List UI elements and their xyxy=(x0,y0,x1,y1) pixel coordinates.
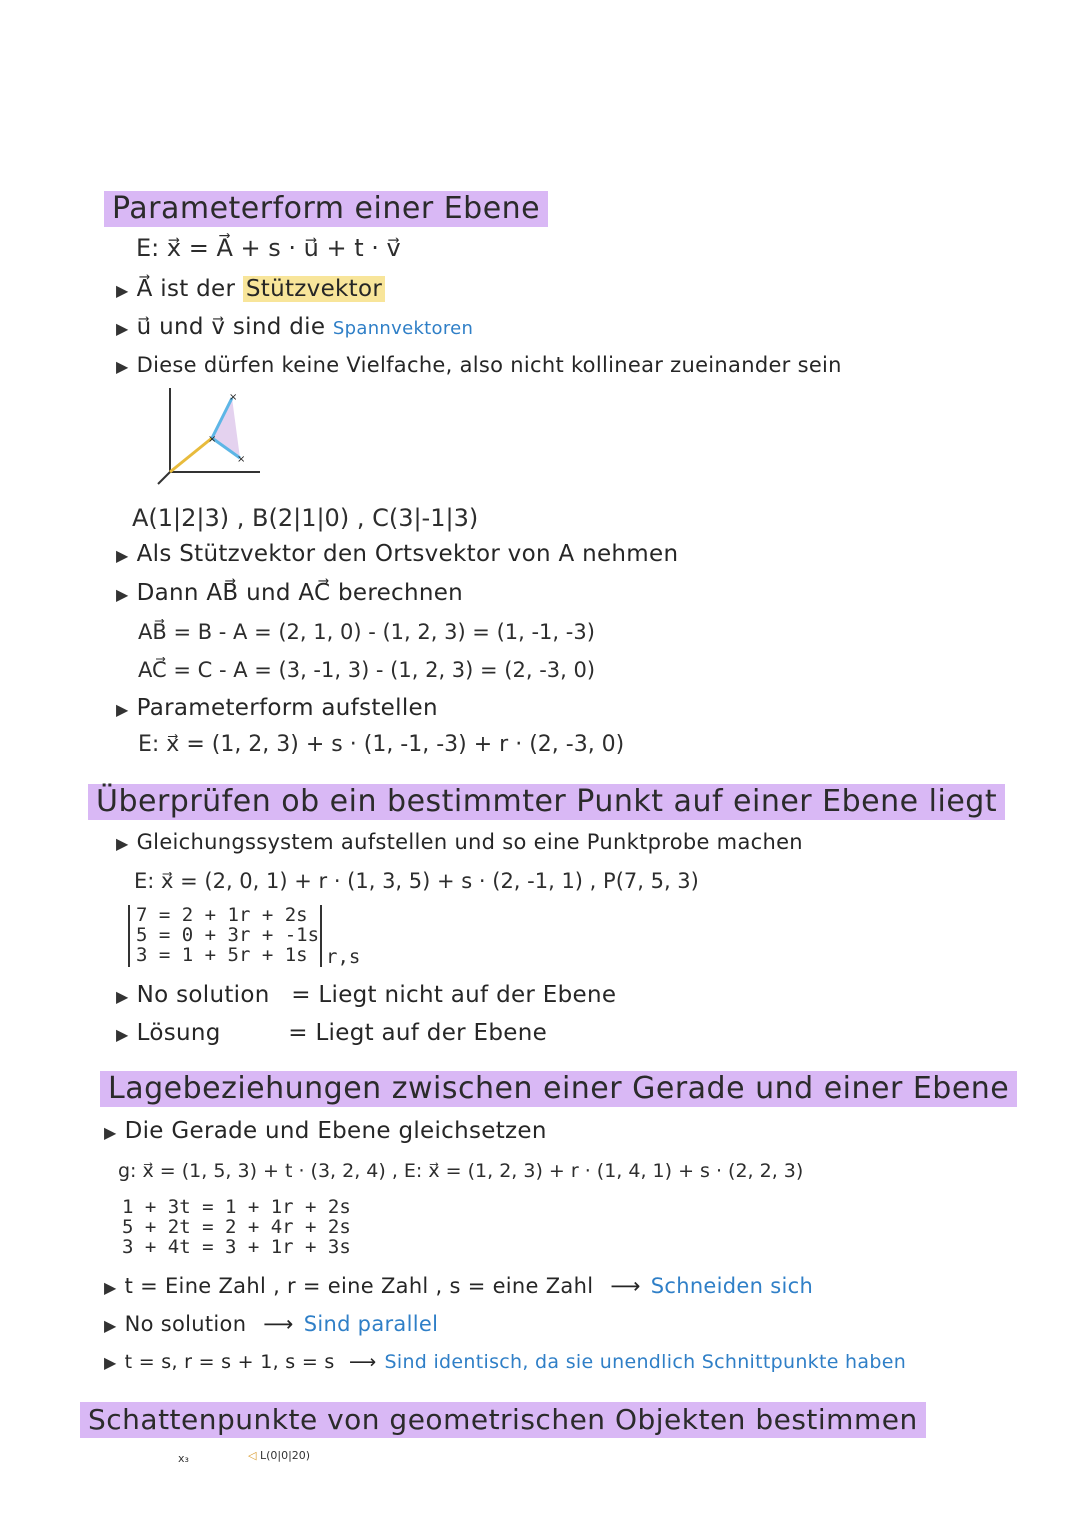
bullet-icon: ▶ xyxy=(104,1316,117,1335)
arrow-icon: ⟶ xyxy=(348,1351,377,1373)
bullet-icon: ▶ xyxy=(116,834,129,853)
ab-vector-calc: AB⃗ = B - A = (2, 1, 0) - (1, 2, 3) = (1, -1, -3) xyxy=(138,620,595,644)
equation-row: 3 = 1 + 5r + 1s xyxy=(136,944,308,966)
parameterform-result: E: x⃗ = (1, 2, 3) + s · (1, -1, -3) + r · (2, -3, 0) xyxy=(138,732,625,757)
bullet-text: u⃗ und v⃗ sind die xyxy=(136,314,326,340)
bullet-spannvektoren xyxy=(116,312,473,344)
bullet-result: Sind identisch, da sie unendlich Schnittpunkte haben xyxy=(384,1351,907,1373)
arrow-icon: ⟶ xyxy=(263,1312,294,1336)
bullet-icon: ▶ xyxy=(116,546,129,565)
stuetzvektor-highlight: Stützvektor xyxy=(243,276,385,302)
bullet-result: Sind parallel xyxy=(303,1312,439,1336)
equation-row: 3 + 4t = 3 + 1r + 3s xyxy=(122,1236,351,1258)
bullet-text: No solution xyxy=(124,1312,247,1336)
bullet-text: Dann AB⃗ und AC⃗ berechnen xyxy=(136,580,464,606)
bullet-icon: ▶ xyxy=(116,281,129,300)
system-variables: r,s xyxy=(326,946,361,968)
parameterform-formula: E: x⃗ = A⃗ + s · u⃗ + t · v⃗ xyxy=(136,234,401,262)
ac-vector-calc: AC⃗ = C - A = (3, -1, 3) - (1, 2, 3) = (2, -3, 0) xyxy=(138,658,596,682)
heading-schattenpunkte: Schattenpunkte von geometrischen Objekten bestimmen xyxy=(80,1402,926,1438)
heading-parameterform: Parameterform einer Ebene xyxy=(104,191,548,227)
gerade-ebene-formula: g: x⃗ = (1, 5, 3) + t · (3, 2, 4) , E: x⃗ = (1, 2, 3) + r · (1, 4, 1) + s · (2, 2, 3) xyxy=(118,1160,804,1182)
spannvektoren-blue: Spannvektoren xyxy=(332,318,474,339)
equation-row: 5 = 0 + 3r + -1s xyxy=(136,924,320,946)
bullet-icon: ▶ xyxy=(116,585,129,604)
bullet-loesung xyxy=(116,1018,547,1050)
heading-punktprobe: Überprüfen ob ein bestimmter Punkt auf einer Ebene liegt xyxy=(88,784,1005,820)
bullet-parallel xyxy=(104,1309,438,1341)
bullet-stuetzvektor xyxy=(116,274,385,306)
bullet-aufstellen xyxy=(116,693,438,725)
system-bar-right xyxy=(320,905,322,967)
bullet-text: Die Gerade und Ebene gleichsetzen xyxy=(124,1118,547,1144)
cross-mark: × xyxy=(237,454,246,465)
bullet-berechnen xyxy=(116,578,463,610)
equation-row: 7 = 2 + 1r + 2s xyxy=(136,904,308,926)
heading-lagebeziehungen: Lagebeziehungen zwischen einer Gerade und einer Ebene xyxy=(100,1071,1017,1107)
bullet-text: t = Eine Zahl , r = eine Zahl , s = eine Zahl xyxy=(124,1274,594,1298)
bullet-result: Schneiden sich xyxy=(650,1274,814,1298)
support-vector-line xyxy=(170,438,212,472)
points-abc: A(1|2|3) , B(2|1|0) , C(3|-1|3) xyxy=(132,504,479,532)
bullet-icon: ▶ xyxy=(116,1025,129,1044)
bullet-icon: ▶ xyxy=(104,1353,117,1372)
bullet-icon: ▶ xyxy=(116,319,129,338)
ebene-and-point: E: x⃗ = (2, 0, 1) + r · (1, 3, 5) + s · (2, -1, 1) , P(7, 5, 3) xyxy=(134,869,699,893)
equation-row: 1 + 3t = 1 + 1r + 2s xyxy=(122,1196,351,1218)
bullet-icon: ▶ xyxy=(116,987,129,1006)
bullet-text: Diese dürfen keine Vielfache, also nicht kollinear zueinander sein xyxy=(136,353,842,377)
light-source-label: L(0|0|20) xyxy=(259,1449,311,1462)
bullet-text: No solution xyxy=(136,982,270,1008)
light-source-point xyxy=(248,1449,310,1462)
bullet-text: Parameterform aufstellen xyxy=(136,695,438,721)
bullet-gleichsetzen xyxy=(104,1116,547,1148)
bullet-text: Als Stützvektor den Ortsvektor von A nehmen xyxy=(136,541,679,567)
bullet-schneiden xyxy=(104,1271,813,1303)
bullet-text: Lösung xyxy=(136,1020,221,1046)
bullet-icon: ▶ xyxy=(104,1123,117,1142)
bullet-text: Gleichungssystem aufstellen und so eine Punktprobe machen xyxy=(136,830,803,854)
bullet-no-solution xyxy=(116,980,616,1012)
bullet-icon: ▶ xyxy=(104,1278,117,1297)
bullet-ortsvektor xyxy=(116,539,678,571)
light-icon: ◁ xyxy=(248,1449,257,1462)
axis-label-x3: x₃ xyxy=(178,1452,189,1465)
bullet-gleichungssystem xyxy=(116,827,803,859)
arrow-icon: ⟶ xyxy=(610,1274,641,1298)
bullet-result: = Liegt auf der Ebene xyxy=(288,1020,548,1046)
bullet-result: = Liegt nicht auf der Ebene xyxy=(291,982,617,1008)
bullet-text: t = s, r = s + 1, s = s xyxy=(124,1351,335,1373)
equation-row: 5 + 2t = 2 + 4r + 2s xyxy=(122,1216,351,1238)
bullet-icon: ▶ xyxy=(116,700,129,719)
bullet-identisch xyxy=(104,1347,906,1378)
bullet-text: A⃗ ist der xyxy=(136,276,236,302)
cross-mark: × xyxy=(208,434,217,445)
axis-diagonal xyxy=(158,472,170,484)
plane-sketch xyxy=(150,380,270,490)
system-bar-left xyxy=(128,905,130,967)
bullet-kollinear xyxy=(116,350,842,382)
bullet-icon: ▶ xyxy=(116,357,129,376)
cross-mark: × xyxy=(229,392,238,403)
